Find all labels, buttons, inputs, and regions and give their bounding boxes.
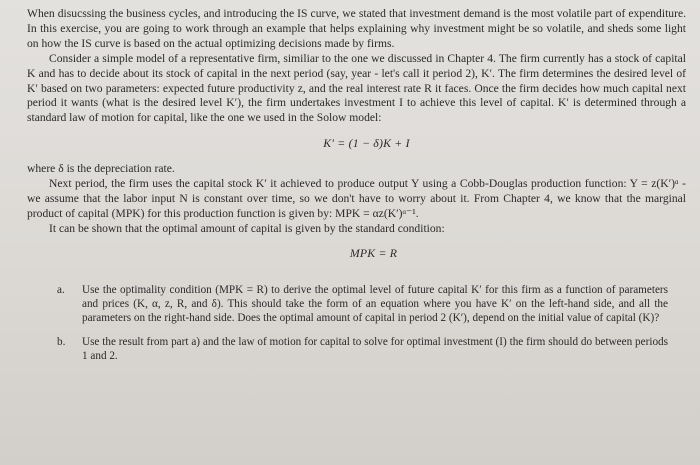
- production-paragraph: Next period, the firm uses the capital stock K′ it achieved to produce output Y using a Cobb-Douglas production function: Y = z(K′)ᵅ - we assume that the labor input N is constant over time, so we don't have to worry about it. From Chapter 4, we know that the marginal product of capital (MPK) for this production function is given by: MPK = αz(K′)ᵅ⁻¹.: [27, 177, 686, 220]
- question-a-marker: a.: [57, 283, 65, 296]
- law-of-motion-equation: K′ = (1 − δ)K + I: [323, 136, 410, 151]
- question-b-marker: b.: [57, 335, 66, 348]
- optimality-equation: MPK = R: [349, 245, 398, 260]
- question-a: [57, 283, 668, 325]
- question-a-text: Use the optimality condition (MPK = R) to derive the optimal level of future capital K′ for this firm as a function of parameters and prices (K, α, z, R, and δ). This should take the form of an equation where you have K′ on the left-hand side, and all the parameters on the right-hand side. Does the optimal amount of capital in period 2 (K′), depend on the initial value of capital (K)?: [82, 283, 668, 324]
- optimality-paragraph: It can be shown that the optimal amount of capital is given by the standard condition:: [49, 221, 445, 235]
- question-list: [27, 283, 686, 363]
- question-b: [57, 335, 668, 363]
- question-b-text: Use the result from part a) and the law of motion for capital to solve for optimal investment (I) the firm should do between periods 1 and 2.: [82, 335, 668, 362]
- depreciation-note: where δ is the depreciation rate.: [27, 162, 175, 176]
- intro-paragraph: When disucssing the business cycles, and introducing the IS curve, we stated that investment demand is the most volatile part of expenditure. In this exercise, you are going to work through an example that helps explaining why investment might be so volatile, and sheds some light on how the IS curve is based on the actual optimizing decisions made by firms.: [27, 7, 686, 50]
- model-paragraph: Consider a simple model of a representative firm, similiar to the one we discussed in Chapter 4. The firm currently has a stock of capital K and has to decide about its stock of capital in the next period (say, year - let's call it period 2), K′. The firm determines the desired level of K′ based on two parameters: expected future productivity z, and the real interest rate R it faces. Once the firm decides how much capital next period it wants (what is the desired level K′), the firm undertakes investment I to achieve this level of capital. K′ is determined through a standard law of motion for capital, like the one we used in the Solow model:: [27, 51, 686, 125]
